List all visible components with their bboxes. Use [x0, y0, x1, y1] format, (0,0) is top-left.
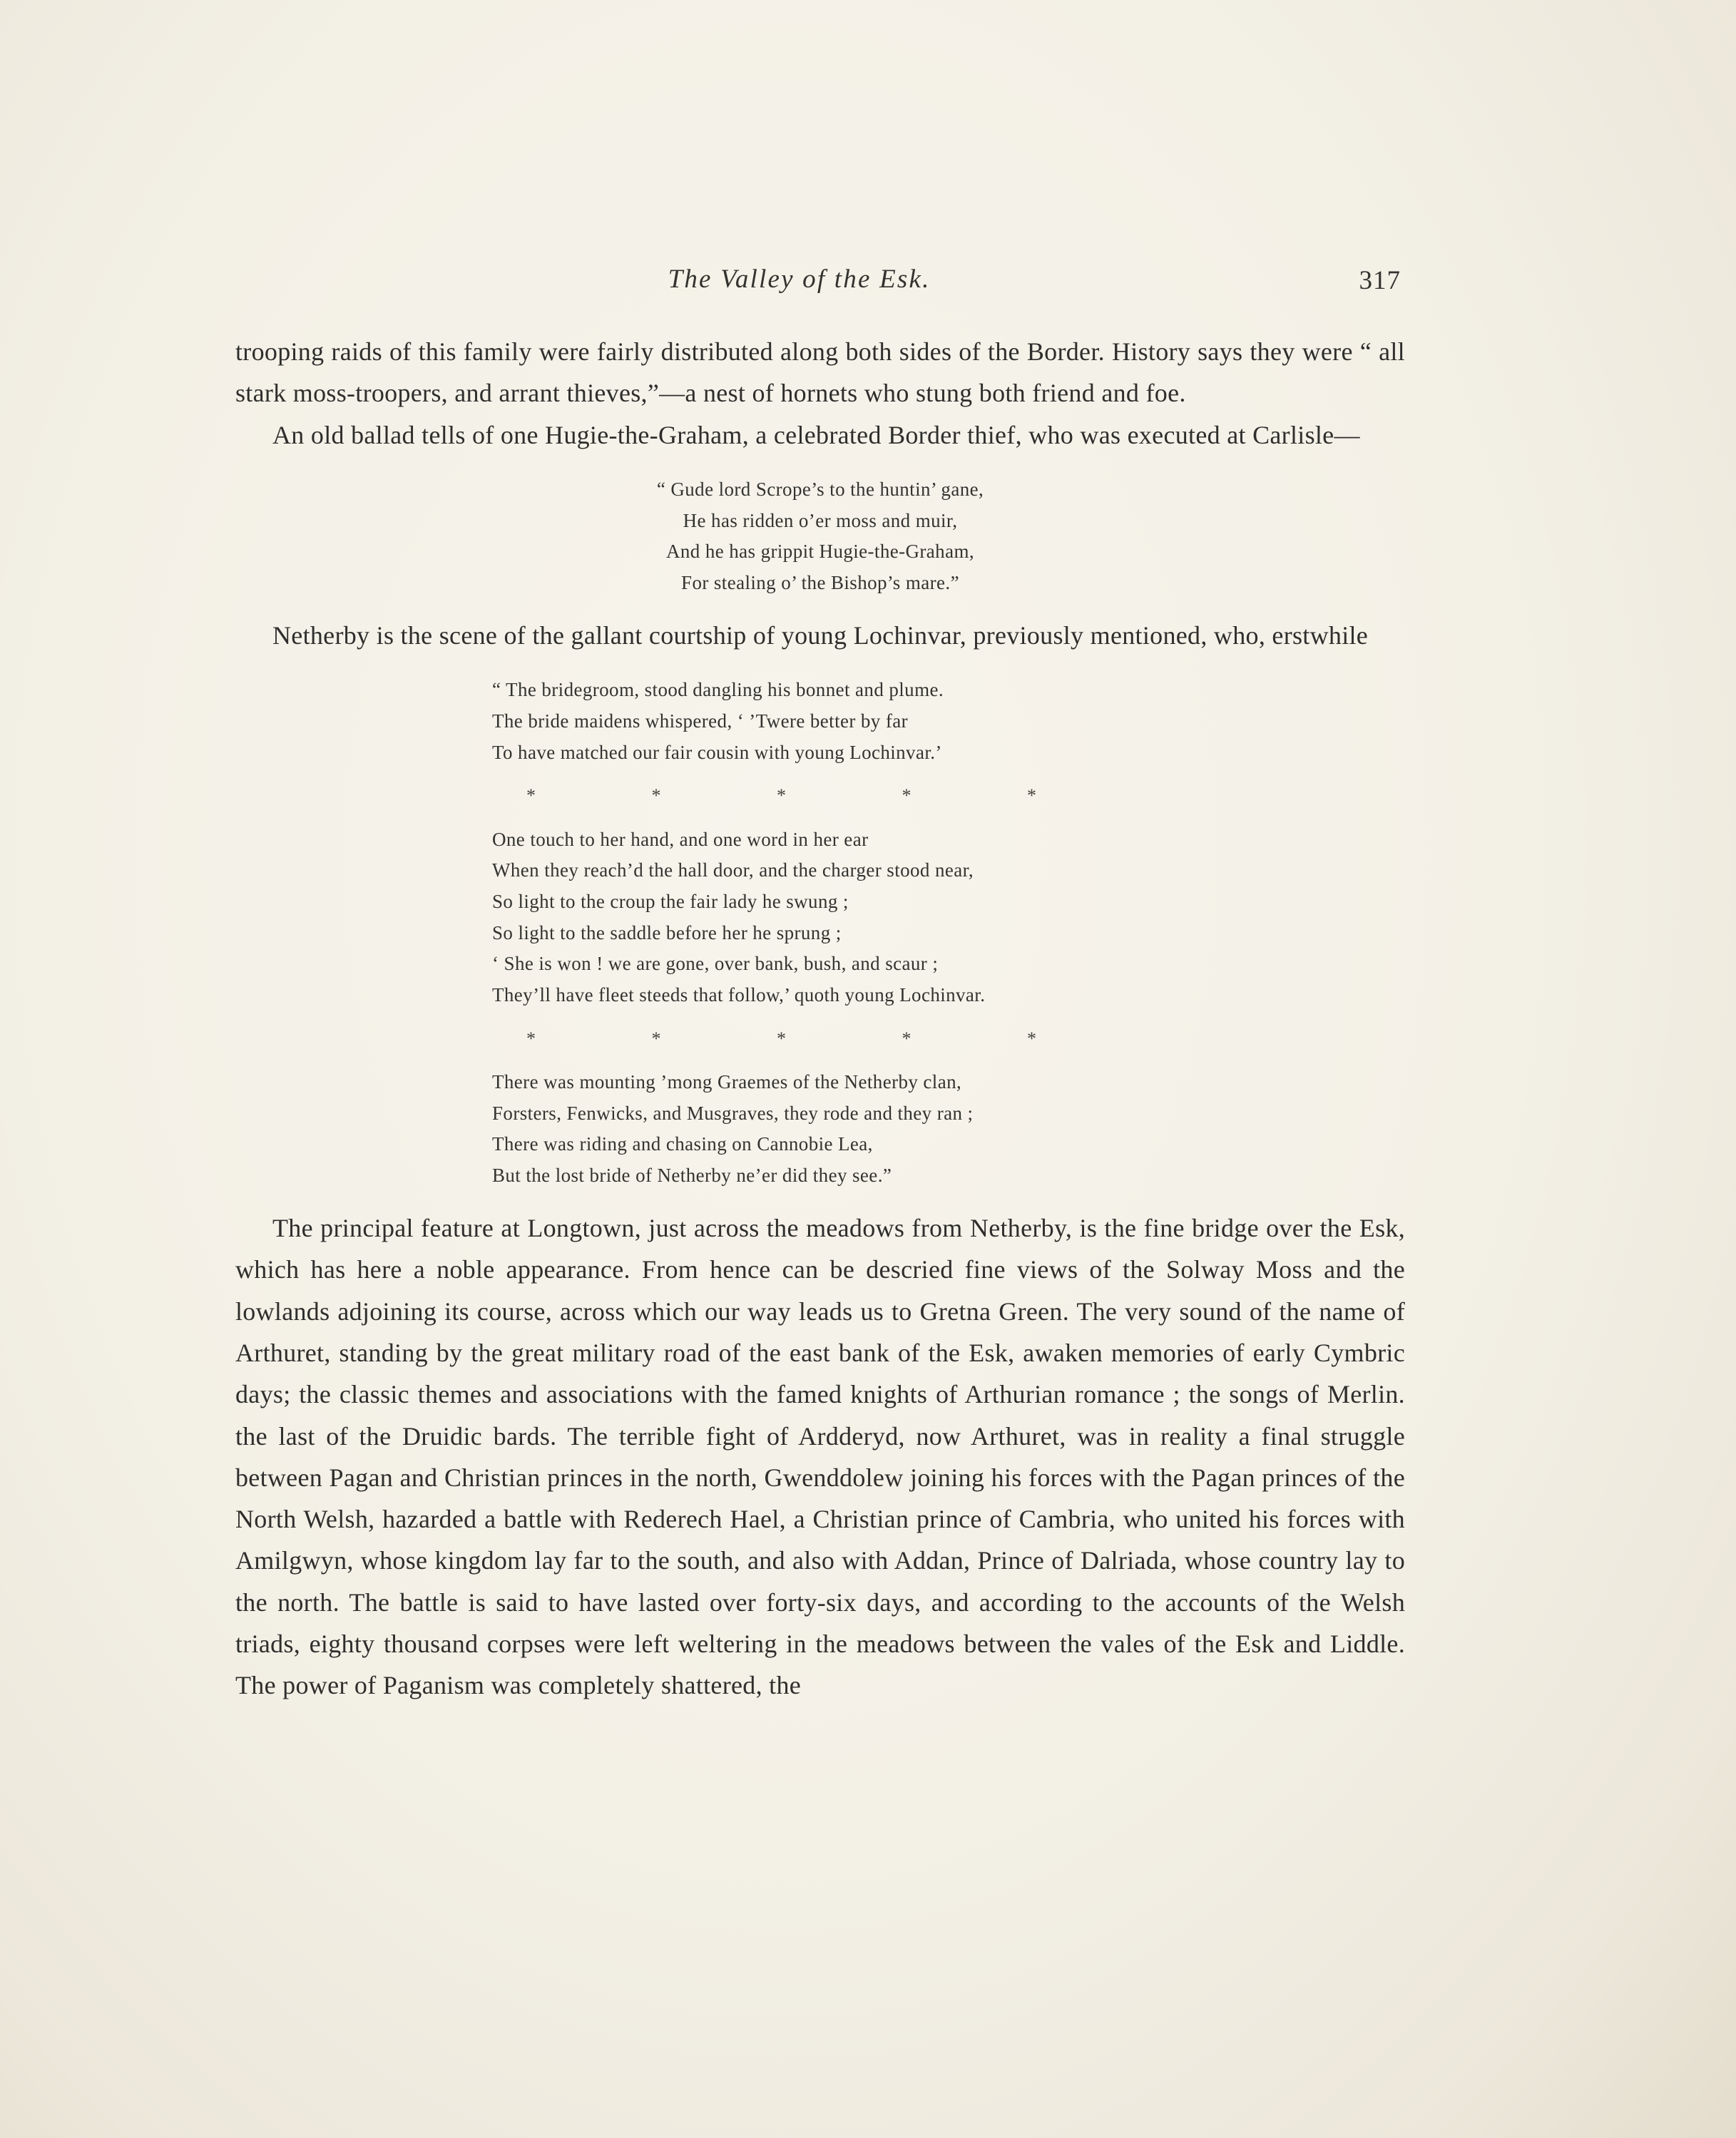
verse-line: So light to the croup the fair lady he swung ;: [492, 890, 849, 912]
verse-line: “ The bridegroom, stood dangling his bonnet and plume.: [492, 679, 944, 701]
stanza-break-asterisks: * * * * *: [526, 1028, 1092, 1049]
paragraph-3: Netherby is the scene of the gallant courtship of young Lochinvar, previously mentioned, who, erstwhile: [272, 620, 1369, 650]
verse-line: ‘ She is won ! we are gone, over bank, bush, and scaur ;: [492, 953, 939, 975]
ballad-quotation: [235, 474, 1405, 599]
verse-line: They’ll have fleet steeds that follow,’ quoth young Lochinvar.: [492, 984, 986, 1006]
text-block: [235, 264, 1405, 1707]
verse-line: But the lost bride of Netherby ne’er did they see.”: [492, 1165, 892, 1187]
verse-line: There was riding and chasing on Cannobie Lea,: [492, 1133, 873, 1155]
stanza-break-asterisks: * * * * *: [526, 785, 1092, 807]
verse-line: He has ridden o’er moss and muir,: [683, 509, 958, 531]
verse-line: And he has grippit Hugie-the-Graham,: [665, 541, 975, 563]
running-head: [235, 264, 1405, 307]
lochinvar-quotation: [492, 675, 1405, 1192]
paragraph-1: trooping raids of this family were fairly distributed along both sides of the Border. History says they were “ all stark moss-troopers, and arrant thieves,”—a nest of hornets who stung both friend and foe.: [235, 337, 1405, 408]
paragraph-2: An old ballad tells of one Hugie-the-Graham, a celebrated Border thief, who was executed at Carlisle—: [272, 420, 1360, 449]
verse-line: Forsters, Fenwicks, and Musgraves, they rode and they ran ;: [492, 1102, 974, 1124]
page-number: 317: [1359, 266, 1401, 295]
verse-line: “ Gude lord Scrope’s to the huntin’ gane,: [656, 478, 984, 500]
paragraph-4: The principal feature at Longtown, just across the meadows from Netherby, is the fine bridge over the Esk, which has here a noble appearance. From hence can be descried fine views of the Solway Moss and the lowlands adjoining its course, across which our way leads us to Gretna Green. The very sound of the name of Arthuret, standing by the great military road of the east bank of the Esk, awaken memories of early Cymbric days; the classic themes and associations with the famed knights of Arthurian romance ; the songs of Merlin. the last of the Druidic bards. The terrible fight of Ardderyd, now Arthuret, was in reality a final struggle between Pagan and Christian princes in the north, Gwenddolew joining his forces with the Pagan princes of the North Welsh, hazarded a battle with Rederech Hael, a Christian prince of Cambria, who united his forces with Amilgwyn, whose kingdom lay far to the south, and also with Addan, Prince of Dalriada, whose country lay to the north. The battle is said to have lasted over forty-six days, and according to the accounts of the Welsh triads, eighty thousand corpses were left weltering in the meadows between the vales of the Esk and Liddle. The power of Paganism was completely shattered, the: [235, 1213, 1405, 1700]
verse-line: For stealing o’ the Bishop’s mare.”: [681, 572, 959, 594]
running-head-title: The Valley of the Esk.: [668, 265, 931, 294]
verse-line: The bride maidens whispered, ‘ ’Twere better by far: [492, 710, 909, 732]
verse-line: One touch to her hand, and one word in her ear: [492, 828, 869, 850]
verse-line: So light to the saddle before her he sprung ;: [492, 921, 842, 943]
verse-line: When they reach’d the hall door, and the charger stood near,: [492, 859, 974, 881]
verse-line: There was mounting ’mong Graemes of the Netherby clan,: [492, 1071, 962, 1093]
verse-line: To have matched our fair cousin with young Lochinvar.’: [492, 741, 942, 763]
